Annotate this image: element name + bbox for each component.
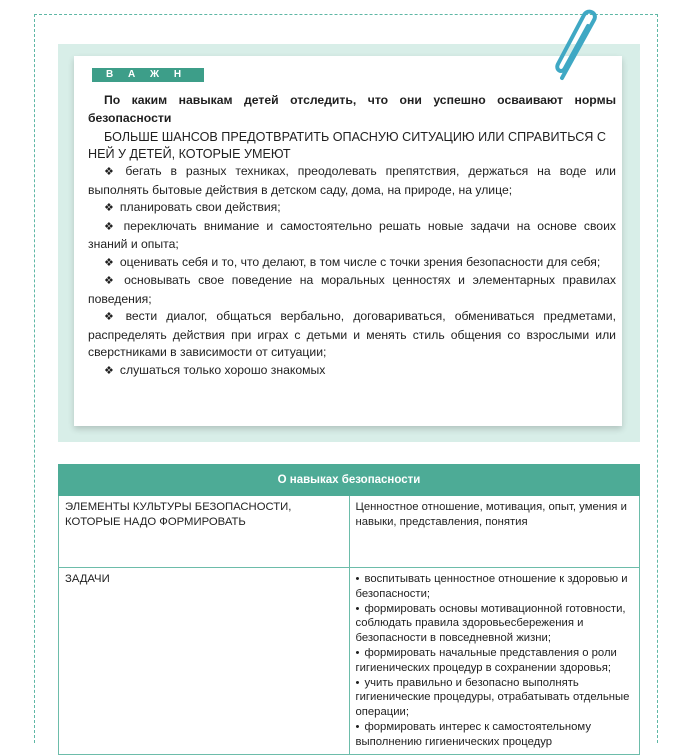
tasks-list (356, 572, 634, 750)
list-item: • учить правильно и безопасно выполнять гигиенические процедуры, отрабатывать отдельные операции; (355, 676, 630, 719)
diamond-bullet-icon: ❖ (104, 275, 119, 287)
diamond-bullet-icon: ❖ (104, 364, 114, 377)
list-item: ❖ слушаться только хорошо знакомых (104, 362, 326, 377)
skills-list (88, 163, 616, 380)
paperclip-icon (548, 8, 608, 88)
list-item: ❖ основывать свое поведение на моральных ценностях и элементарных правилах поведения; (88, 273, 616, 306)
row-content (349, 568, 640, 755)
diamond-bullet-icon: ❖ (104, 311, 120, 323)
list-item: ❖ планировать свои действия; (104, 200, 281, 214)
list-item: • формировать начальные представления о роли гигиенических процедур в сохранении здоровья; (355, 646, 617, 674)
bullet-icon: • (355, 573, 360, 585)
row-content: Ценностное отношение, мотивация, опыт, умения и навыки, представления, понятия (349, 496, 640, 568)
table-row (59, 496, 640, 568)
row-label: ЭЛЕМЕНТЫ КУЛЬТУРЫ БЕЗОПАСНОСТИ, КОТОРЫЕ НАДО ФОРМИРОВАТЬ (59, 496, 350, 568)
bullet-icon: • (355, 646, 360, 659)
bullet-icon: • (355, 720, 360, 733)
list-item: ❖ вести диалог, общаться вербально, договариваться, обмениваться предметами, распределять действия при играх с детьми и менять стиль общения со взрослыми или сверстниками в зависимости от ситуации; (88, 309, 616, 359)
table-title: О навыках безопасности (59, 465, 640, 496)
diamond-bullet-icon: ❖ (104, 202, 114, 214)
safety-skills-table (58, 464, 640, 755)
diamond-bullet-icon: ❖ (104, 166, 120, 178)
list-item: ❖ переключать внимание и самостоятельно решать новые задачи на основе своих знаний и опыта; (88, 218, 616, 251)
table-row (59, 568, 640, 755)
lead-text: БОЛЬШЕ ШАНСОВ ПРЕДОТВРАТИТЬ ОПАСНУЮ СИТУАЦИЮ ИЛИ СПРАВИТЬСЯ С НЕЙ У ДЕТЕЙ, КОТОРЫЕ УМЕЮТ (88, 130, 606, 161)
diamond-bullet-icon: ❖ (104, 220, 118, 233)
important-tag: В А Ж Н О (92, 68, 204, 82)
list-item: • воспитывать ценностное отношение к здоровью и безопасности; (355, 573, 628, 600)
question-heading: По каким навыкам детей отследить, что они успешно осваивают нормы безопасности (88, 93, 616, 125)
row-label: ЗАДАЧИ (59, 568, 350, 755)
list-item: • формировать интерес к самостоятельному выполнению гигиенических процедур (355, 720, 591, 748)
list-item: ❖ оценивать себя и то, что делают, в том числе с точки зрения безопасности для себя; (104, 254, 601, 269)
bullet-icon: • (355, 676, 360, 689)
important-text (88, 92, 616, 380)
bullet-icon: • (355, 602, 360, 615)
list-item: • формировать основы мотивационной готовности, соблюдать правила здоровьесбережения и безопасности в повседневной жизни; (355, 602, 626, 645)
list-item: ❖ бегать в разных техниках, преодолевать препятствия, держаться на воде или выполнять бытовые действия в детском саду, дома, на природе, на улице; (88, 164, 616, 197)
diamond-bullet-icon: ❖ (104, 256, 114, 269)
